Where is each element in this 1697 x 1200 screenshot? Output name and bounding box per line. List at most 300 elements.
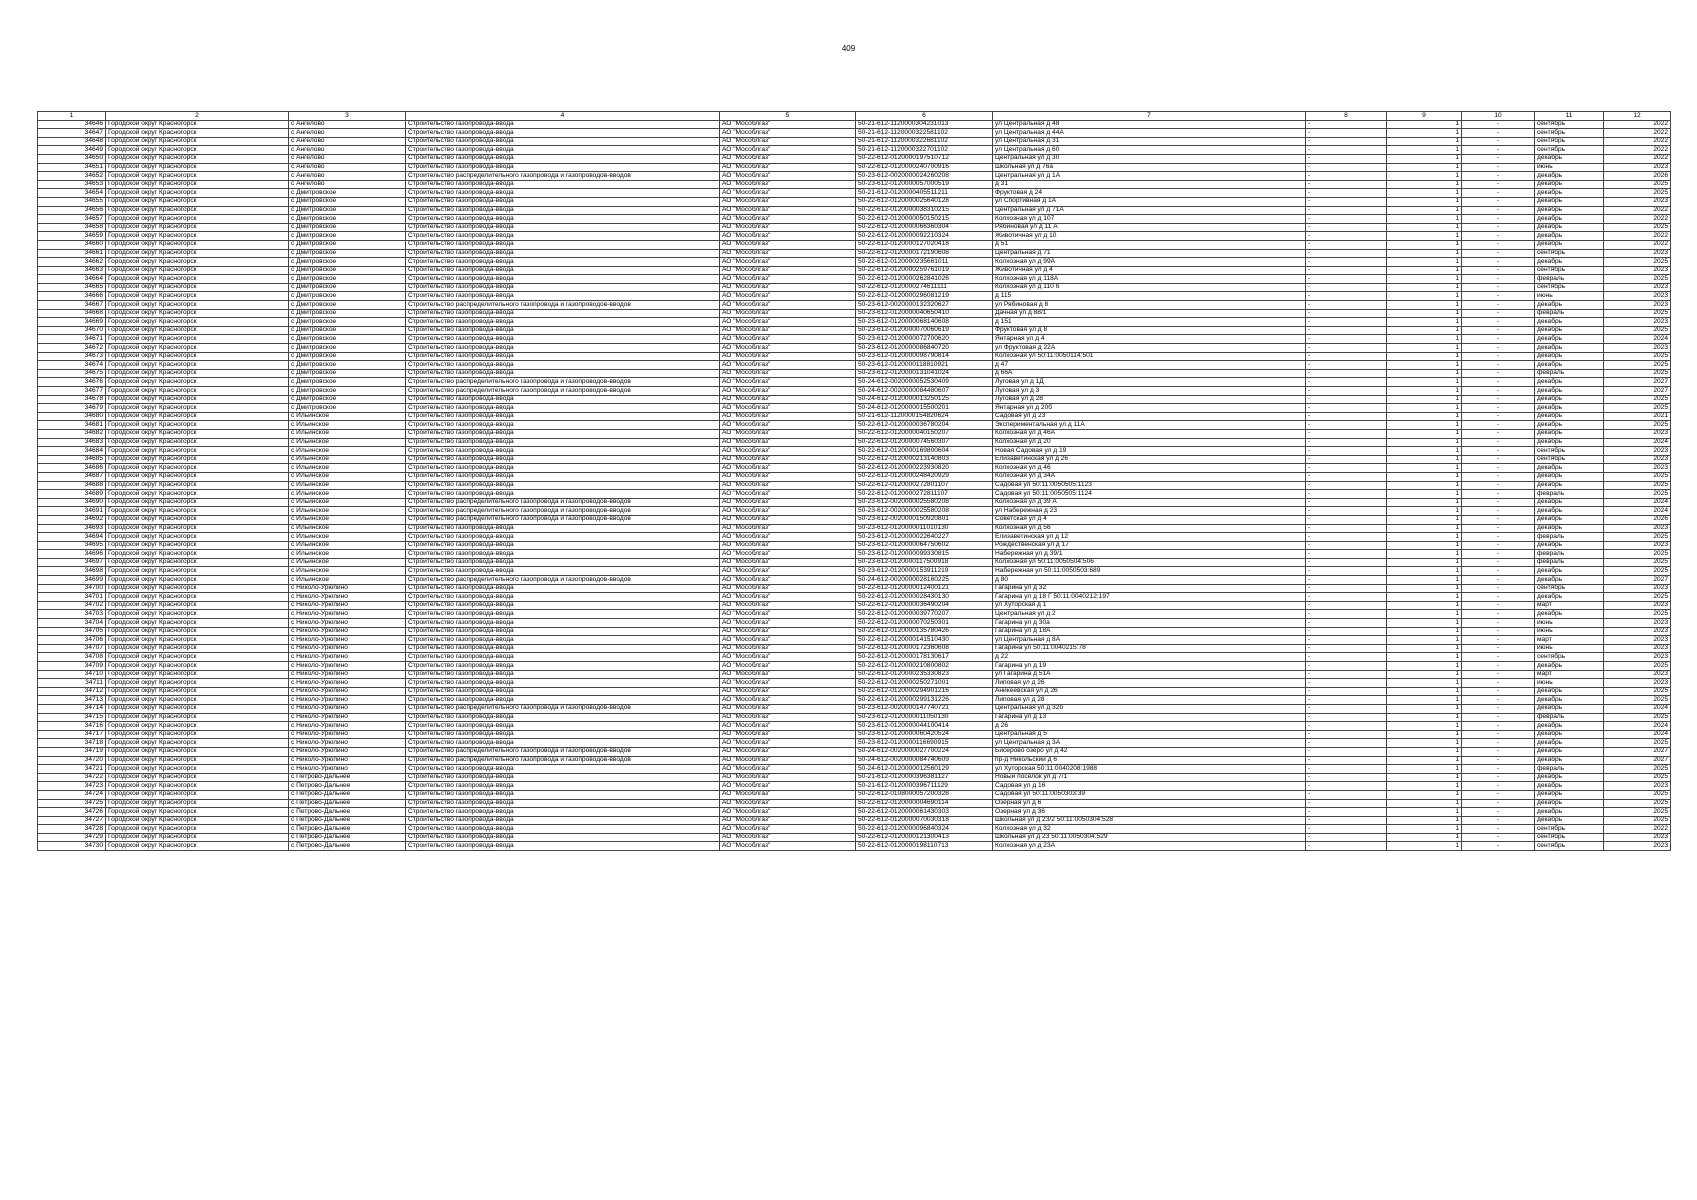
quantity-cell: 1	[1387, 120, 1462, 129]
settlement-cell: с Дмитровское	[289, 387, 406, 396]
district-cell: Городской округ Красногорск	[106, 799, 289, 808]
table-row	[38, 593, 1671, 602]
year-cell: 2022	[1604, 240, 1671, 249]
work-type-cell: Строительство газопровода-ввода	[406, 636, 720, 645]
year-cell: 2023	[1604, 249, 1671, 258]
quantity-cell: 1	[1387, 490, 1462, 499]
year-cell: 2025	[1604, 593, 1671, 602]
year-cell: 2025	[1604, 687, 1671, 696]
col8-cell: -	[1306, 825, 1387, 834]
col10-cell: -	[1462, 644, 1535, 653]
district-cell: Городской округ Красногорск	[106, 387, 289, 396]
address-cell: Гагарина ул д 30а	[993, 619, 1306, 628]
year-cell: 2025	[1604, 352, 1671, 361]
row-number-cell: 34726	[38, 808, 106, 817]
address-cell: Колхозная ул д 23А	[993, 842, 1306, 851]
district-cell: Городской округ Красногорск	[106, 335, 289, 344]
work-type-cell: Строительство газопровода-ввода	[406, 429, 720, 438]
district-cell: Городской округ Красногорск	[106, 266, 289, 275]
col10-cell: -	[1462, 541, 1535, 550]
col10-cell: -	[1462, 301, 1535, 310]
application-number-cell: 50-22-612-0120000028430130	[856, 593, 993, 602]
work-type-cell: Строительство газопровода-ввода	[406, 653, 720, 662]
quantity-cell: 1	[1387, 369, 1462, 378]
work-type-cell: Строительство газопровода-ввода	[406, 713, 720, 722]
address-cell: Набережная ул д 39/1	[993, 550, 1306, 559]
quantity-cell: 1	[1387, 662, 1462, 671]
table-row	[38, 842, 1671, 851]
year-cell: 2023	[1604, 627, 1671, 636]
district-cell: Городской округ Красногорск	[106, 627, 289, 636]
organization-cell: АО "Мособлгаз"	[720, 412, 856, 421]
quantity-cell: 1	[1387, 696, 1462, 705]
month-cell: декабрь	[1535, 515, 1604, 524]
table-row	[38, 266, 1671, 275]
work-type-cell: Строительство газопровода-ввода	[406, 395, 720, 404]
row-number-cell: 34662	[38, 258, 106, 267]
month-cell: декабрь	[1535, 335, 1604, 344]
col8-cell: -	[1306, 395, 1387, 404]
district-cell: Городской округ Красногорск	[106, 215, 289, 224]
year-cell: 2022	[1604, 215, 1671, 224]
col8-cell: -	[1306, 361, 1387, 370]
organization-cell: АО "Мособлгаз"	[720, 558, 856, 567]
row-number-cell: 34654	[38, 189, 106, 198]
work-type-cell: Строительство газопровода-ввода	[406, 524, 720, 533]
work-type-cell: Строительство распределительного газопровода и газопроводов-вводов	[406, 747, 720, 756]
quantity-cell: 1	[1387, 765, 1462, 774]
work-type-cell: Строительство распределительного газопровода и газопроводов-вводов	[406, 172, 720, 181]
row-number-cell: 34676	[38, 378, 106, 387]
row-number-cell: 34679	[38, 404, 106, 413]
address-cell: Колхозная ул д 99А	[993, 258, 1306, 267]
col8-cell: -	[1306, 558, 1387, 567]
row-number-cell: 34650	[38, 154, 106, 163]
work-type-cell: Строительство газопровода-ввода	[406, 799, 720, 808]
organization-cell: АО "Мособлгаз"	[720, 283, 856, 292]
year-cell: 2023	[1604, 266, 1671, 275]
table-row	[38, 541, 1671, 550]
quantity-cell: 1	[1387, 387, 1462, 396]
col8-cell: -	[1306, 687, 1387, 696]
application-number-cell: 50-23-612-0020000025580208	[856, 507, 993, 516]
col8-cell: -	[1306, 318, 1387, 327]
address-cell: ул Центральная д 31	[993, 137, 1306, 146]
row-number-cell: 34681	[38, 421, 106, 430]
quantity-cell: 1	[1387, 240, 1462, 249]
col8-cell: -	[1306, 421, 1387, 430]
year-cell: 2024	[1604, 498, 1671, 507]
application-number-cell: 50-23-612-0120000116690915	[856, 739, 993, 748]
quantity-cell: 1	[1387, 790, 1462, 799]
application-number-cell: 50-24-612-0120000015500201	[856, 404, 993, 413]
application-number-cell: 50-22-612-0120000262841026	[856, 275, 993, 284]
district-cell: Городской округ Красногорск	[106, 773, 289, 782]
quantity-cell: 1	[1387, 429, 1462, 438]
col10-cell: -	[1462, 258, 1535, 267]
settlement-cell: с Ангелово	[289, 129, 406, 138]
table-row	[38, 429, 1671, 438]
row-number-cell: 34653	[38, 180, 106, 189]
settlement-cell: с Дмитровское	[289, 258, 406, 267]
month-cell: июнь	[1535, 627, 1604, 636]
quantity-cell: 1	[1387, 808, 1462, 817]
application-number-cell: 50-22-612-0120000296081219	[856, 292, 993, 301]
row-number-cell: 34664	[38, 275, 106, 284]
year-cell: 2025	[1604, 309, 1671, 318]
settlement-cell: с Дмитровское	[289, 249, 406, 258]
application-number-cell: 50-21-612-1120000322581102	[856, 129, 993, 138]
organization-cell: АО "Мособлгаз"	[720, 610, 856, 619]
quantity-cell: 1	[1387, 627, 1462, 636]
work-type-cell: Строительство газопровода-ввода	[406, 739, 720, 748]
year-cell: 2025	[1604, 558, 1671, 567]
col10-cell: -	[1462, 172, 1535, 181]
row-number-cell: 34683	[38, 438, 106, 447]
month-cell: декабрь	[1535, 421, 1604, 430]
col10-cell: -	[1462, 481, 1535, 490]
row-number-cell: 34678	[38, 395, 106, 404]
organization-cell: АО "Мособлгаз"	[720, 326, 856, 335]
year-cell: 2023	[1604, 197, 1671, 206]
quantity-cell: 1	[1387, 825, 1462, 834]
address-cell: пр-д Никольский д 6	[993, 756, 1306, 765]
table-row	[38, 163, 1671, 172]
district-cell: Городской округ Красногорск	[106, 756, 289, 765]
settlement-cell: с Ильинское	[289, 438, 406, 447]
year-cell: 2023	[1604, 670, 1671, 679]
col10-cell: -	[1462, 421, 1535, 430]
year-cell: 2023	[1604, 283, 1671, 292]
settlement-cell: с Николо-Урюпино	[289, 765, 406, 774]
district-cell: Городской округ Красногорск	[106, 747, 289, 756]
col10-cell: -	[1462, 627, 1535, 636]
quantity-cell: 1	[1387, 593, 1462, 602]
column-header: 5	[720, 112, 856, 121]
col10-cell: -	[1462, 722, 1535, 731]
address-cell: Животичная ул д 4	[993, 266, 1306, 275]
application-number-cell: 50-22-612-0120000135780426	[856, 627, 993, 636]
col10-cell: -	[1462, 730, 1535, 739]
year-cell: 2023	[1604, 601, 1671, 610]
col10-cell: -	[1462, 670, 1535, 679]
quantity-cell: 1	[1387, 223, 1462, 232]
col10-cell: -	[1462, 146, 1535, 155]
table-row	[38, 627, 1671, 636]
quantity-cell: 1	[1387, 438, 1462, 447]
col10-cell: -	[1462, 283, 1535, 292]
work-type-cell: Строительство газопровода-ввода	[406, 223, 720, 232]
row-number-cell: 34715	[38, 713, 106, 722]
col10-cell: -	[1462, 533, 1535, 542]
col8-cell: -	[1306, 747, 1387, 756]
year-cell: 2025	[1604, 713, 1671, 722]
table-row	[38, 301, 1671, 310]
col8-cell: -	[1306, 447, 1387, 456]
district-cell: Городской округ Красногорск	[106, 713, 289, 722]
quantity-cell: 1	[1387, 206, 1462, 215]
settlement-cell: с Николо-Урюпино	[289, 687, 406, 696]
col8-cell: -	[1306, 524, 1387, 533]
organization-cell: АО "Мособлгаз"	[720, 550, 856, 559]
work-type-cell: Строительство газопровода-ввода	[406, 808, 720, 817]
district-cell: Городской округ Красногорск	[106, 137, 289, 146]
quantity-cell: 1	[1387, 232, 1462, 241]
organization-cell: АО "Мособлгаз"	[720, 799, 856, 808]
application-number-cell: 50-21-612-1120000154820624	[856, 412, 993, 421]
address-cell: Новая Садовая ул д 19	[993, 447, 1306, 456]
quantity-cell: 1	[1387, 498, 1462, 507]
application-number-cell: 50-22-612-0120000235661011	[856, 258, 993, 267]
quantity-cell: 1	[1387, 515, 1462, 524]
organization-cell: АО "Мособлгаз"	[720, 455, 856, 464]
settlement-cell: с Ильинское	[289, 464, 406, 473]
year-cell: 2025	[1604, 326, 1671, 335]
quantity-cell: 1	[1387, 747, 1462, 756]
month-cell: декабрь	[1535, 326, 1604, 335]
year-cell: 2023	[1604, 644, 1671, 653]
application-number-cell: 50-22-612-0120000074560307	[856, 438, 993, 447]
col10-cell: -	[1462, 808, 1535, 817]
row-number-cell: 34710	[38, 670, 106, 679]
organization-cell: АО "Мособлгаз"	[720, 266, 856, 275]
settlement-cell: с Петрово-Дальнее	[289, 833, 406, 842]
district-cell: Городской округ Красногорск	[106, 120, 289, 129]
col8-cell: -	[1306, 232, 1387, 241]
month-cell: декабрь	[1535, 189, 1604, 198]
application-number-cell: 50-22-612-0120000172360608	[856, 644, 993, 653]
row-number-cell: 34713	[38, 696, 106, 705]
row-number-cell: 34725	[38, 799, 106, 808]
col8-cell: -	[1306, 713, 1387, 722]
year-cell: 2023	[1604, 782, 1671, 791]
district-cell: Городской округ Красногорск	[106, 816, 289, 825]
col8-cell: -	[1306, 206, 1387, 215]
column-header: 6	[856, 112, 993, 121]
year-cell: 2022	[1604, 146, 1671, 155]
col10-cell: -	[1462, 653, 1535, 662]
month-cell: июнь	[1535, 292, 1604, 301]
row-number-cell: 34655	[38, 197, 106, 206]
organization-cell: АО "Мособлгаз"	[720, 421, 856, 430]
quantity-cell: 1	[1387, 412, 1462, 421]
year-cell: 2023	[1604, 292, 1671, 301]
address-cell: Липовая ул д 26	[993, 679, 1306, 688]
col10-cell: -	[1462, 197, 1535, 206]
year-cell: 2025	[1604, 369, 1671, 378]
col10-cell: -	[1462, 550, 1535, 559]
table-row	[38, 636, 1671, 645]
quantity-cell: 1	[1387, 292, 1462, 301]
year-cell: 2022	[1604, 129, 1671, 138]
month-cell: февраль	[1535, 369, 1604, 378]
work-type-cell: Строительство распределительного газопровода и газопроводов-вводов	[406, 498, 720, 507]
year-cell: 2025	[1604, 610, 1671, 619]
address-cell: Озерная ул д 6	[993, 799, 1306, 808]
organization-cell: АО "Мособлгаз"	[720, 180, 856, 189]
district-cell: Городской округ Красногорск	[106, 533, 289, 542]
year-cell: 2025	[1604, 395, 1671, 404]
work-type-cell: Строительство газопровода-ввода	[406, 584, 720, 593]
table-row	[38, 730, 1671, 739]
row-number-cell: 34701	[38, 593, 106, 602]
address-cell: Янтарная ул д 4	[993, 335, 1306, 344]
col10-cell: -	[1462, 215, 1535, 224]
year-cell: 2025	[1604, 275, 1671, 284]
col8-cell: -	[1306, 404, 1387, 413]
table-row	[38, 713, 1671, 722]
application-number-cell: 50-22-612-0120000092210324	[856, 232, 993, 241]
year-cell: 2021	[1604, 412, 1671, 421]
work-type-cell: Строительство газопровода-ввода	[406, 154, 720, 163]
work-type-cell: Строительство газопровода-ввода	[406, 421, 720, 430]
year-cell: 2023	[1604, 524, 1671, 533]
col8-cell: -	[1306, 464, 1387, 473]
month-cell: декабрь	[1535, 816, 1604, 825]
settlement-cell: с Николо-Урюпино	[289, 756, 406, 765]
row-number-cell: 34696	[38, 550, 106, 559]
address-cell: Новый поселок ул д 7/1	[993, 773, 1306, 782]
year-cell: 2025	[1604, 490, 1671, 499]
quantity-cell: 1	[1387, 584, 1462, 593]
month-cell: декабрь	[1535, 378, 1604, 387]
district-cell: Городской округ Красногорск	[106, 172, 289, 181]
settlement-cell: с Дмитровское	[289, 266, 406, 275]
settlement-cell: с Дмитровское	[289, 309, 406, 318]
address-cell: Садовая ул 50:11:0050505:1124	[993, 490, 1306, 499]
work-type-cell: Строительство газопровода-ввода	[406, 412, 720, 421]
quantity-cell: 1	[1387, 318, 1462, 327]
settlement-cell: с Ильинское	[289, 524, 406, 533]
col10-cell: -	[1462, 326, 1535, 335]
quantity-cell: 1	[1387, 833, 1462, 842]
row-number-cell: 34648	[38, 137, 106, 146]
table-row	[38, 644, 1671, 653]
col8-cell: -	[1306, 533, 1387, 542]
organization-cell: АО "Мособлгаз"	[720, 344, 856, 353]
col8-cell: -	[1306, 172, 1387, 181]
col8-cell: -	[1306, 816, 1387, 825]
work-type-cell: Строительство газопровода-ввода	[406, 326, 720, 335]
table-row	[38, 533, 1671, 542]
row-number-cell: 34703	[38, 610, 106, 619]
row-number-cell: 34671	[38, 335, 106, 344]
row-number-cell: 34698	[38, 567, 106, 576]
year-cell: 2025	[1604, 361, 1671, 370]
table-row	[38, 197, 1671, 206]
district-cell: Городской округ Красногорск	[106, 309, 289, 318]
address-cell: ул Хуторская 50:11:0040208:1988	[993, 765, 1306, 774]
col8-cell: -	[1306, 704, 1387, 713]
application-number-cell: 50-23-612-0120000098790814	[856, 352, 993, 361]
application-number-cell: 50-23-612-0020000147740721	[856, 704, 993, 713]
row-number-cell: 34724	[38, 790, 106, 799]
address-cell: Экспериментальная ул д 11А	[993, 421, 1306, 430]
month-cell: декабрь	[1535, 773, 1604, 782]
district-cell: Городской округ Красногорск	[106, 679, 289, 688]
month-cell: февраль	[1535, 309, 1604, 318]
settlement-cell: с Ильинское	[289, 550, 406, 559]
organization-cell: АО "Мособлгаз"	[720, 215, 856, 224]
district-cell: Городской округ Красногорск	[106, 326, 289, 335]
col10-cell: -	[1462, 584, 1535, 593]
row-number-cell: 34666	[38, 292, 106, 301]
table-row	[38, 601, 1671, 610]
organization-cell: АО "Мособлгаз"	[720, 249, 856, 258]
work-type-cell: Строительство распределительного газопровода и газопроводов-вводов	[406, 756, 720, 765]
work-type-cell: Строительство газопровода-ввода	[406, 696, 720, 705]
quantity-cell: 1	[1387, 404, 1462, 413]
district-cell: Городской округ Красногорск	[106, 352, 289, 361]
settlement-cell: с Николо-Урюпино	[289, 593, 406, 602]
application-number-cell: 50-22-612-0120000272801107	[856, 481, 993, 490]
row-number-cell: 34689	[38, 490, 106, 499]
address-cell: Гагарина ул 50:11:0040215:78	[993, 644, 1306, 653]
district-cell: Городской округ Красногорск	[106, 490, 289, 499]
settlement-cell: с Ильинское	[289, 576, 406, 585]
settlement-cell: с Дмитровское	[289, 369, 406, 378]
col10-cell: -	[1462, 593, 1535, 602]
col10-cell: -	[1462, 472, 1535, 481]
address-cell: д 26	[993, 722, 1306, 731]
quantity-cell: 1	[1387, 249, 1462, 258]
month-cell: сентябрь	[1535, 146, 1604, 155]
application-number-cell: 50-22-612-0120000025640128	[856, 197, 993, 206]
district-cell: Городской округ Красногорск	[106, 593, 289, 602]
quantity-cell: 1	[1387, 679, 1462, 688]
month-cell: сентябрь	[1535, 833, 1604, 842]
col10-cell: -	[1462, 292, 1535, 301]
row-number-cell: 34677	[38, 387, 106, 396]
table-row	[38, 421, 1671, 430]
settlement-cell: с Ильинское	[289, 421, 406, 430]
district-cell: Городской округ Красногорск	[106, 318, 289, 327]
col8-cell: -	[1306, 369, 1387, 378]
district-cell: Городской округ Красногорск	[106, 696, 289, 705]
address-cell: Фруктовая д 24	[993, 189, 1306, 198]
organization-cell: АО "Мособлгаз"	[720, 842, 856, 851]
row-number-cell: 34665	[38, 283, 106, 292]
settlement-cell: с Дмитровское	[289, 301, 406, 310]
year-cell: 2027	[1604, 378, 1671, 387]
address-cell: Янтарная ул д 20б	[993, 404, 1306, 413]
quantity-cell: 1	[1387, 619, 1462, 628]
district-cell: Городской округ Красногорск	[106, 206, 289, 215]
month-cell: декабрь	[1535, 318, 1604, 327]
column-header: 3	[289, 112, 406, 121]
month-cell: сентябрь	[1535, 825, 1604, 834]
month-cell: декабрь	[1535, 361, 1604, 370]
address-cell: Набережная ул 50:11:0050503:689	[993, 567, 1306, 576]
application-number-cell: 50-23-612-0120000040650410	[856, 309, 993, 318]
table-row	[38, 782, 1671, 791]
work-type-cell: Строительство газопровода-ввода	[406, 197, 720, 206]
settlement-cell: с Петрово-Дальнее	[289, 808, 406, 817]
year-cell: 2025	[1604, 816, 1671, 825]
address-cell: Колхозная ул д 110 б	[993, 283, 1306, 292]
address-cell: Фруктовая ул д 8	[993, 326, 1306, 335]
quantity-cell: 1	[1387, 129, 1462, 138]
district-cell: Городской округ Красногорск	[106, 455, 289, 464]
year-cell: 2023	[1604, 464, 1671, 473]
row-number-cell: 34714	[38, 704, 106, 713]
month-cell: декабрь	[1535, 240, 1604, 249]
col8-cell: -	[1306, 189, 1387, 198]
row-number-cell: 34700	[38, 584, 106, 593]
address-cell: Колхозная ул 50:11:0050114:501	[993, 352, 1306, 361]
month-cell: июнь	[1535, 619, 1604, 628]
address-cell: Озерная ул д 36	[993, 808, 1306, 817]
